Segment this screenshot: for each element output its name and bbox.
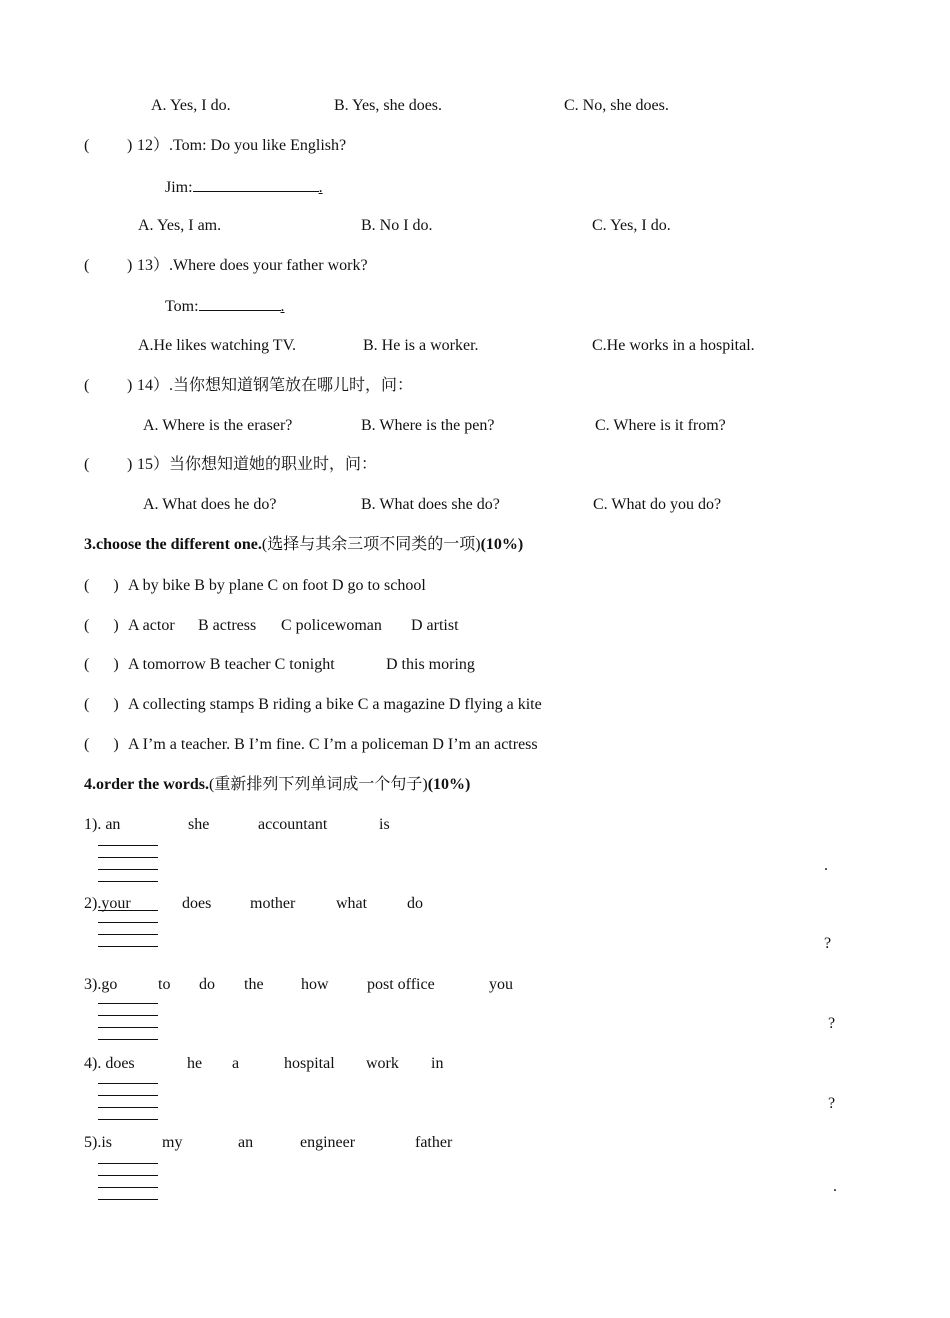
word: 3).go — [84, 976, 118, 993]
heading-cn: (选择与其余三项不同类的一项) — [261, 536, 481, 553]
blank-end: . — [318, 179, 323, 196]
answer-blank — [193, 177, 319, 192]
answer-paren: ( ) — [84, 577, 119, 594]
speaker-name: Jim: — [165, 179, 193, 196]
choice-abc: A tomorrow B teacher C tonight — [128, 656, 335, 673]
answer-line — [98, 1095, 158, 1096]
answer-paren-close: ) — [127, 456, 133, 473]
answer-line — [98, 845, 158, 846]
speaker-name: Tom: — [165, 298, 199, 315]
answer-paren: ( ) — [84, 617, 119, 634]
speaker-label — [165, 296, 285, 317]
end-punctuation: . — [824, 857, 828, 874]
option-a: A. What does he do? — [143, 496, 277, 513]
answer-line — [98, 1027, 158, 1028]
word: father — [415, 1134, 453, 1151]
option-a: A.He likes watching TV. — [138, 337, 297, 354]
answer-line — [98, 857, 158, 858]
option-b: B. He is a worker. — [363, 337, 479, 354]
section-heading — [84, 775, 470, 795]
question-stem: 12）.Tom: Do you like English? — [137, 137, 347, 154]
answer-line — [98, 1119, 158, 1120]
heading-score: (10%) — [427, 776, 471, 793]
word: mother — [250, 895, 296, 912]
choice-b: B actress — [198, 617, 257, 634]
end-punctuation: ? — [828, 1095, 836, 1112]
end-punctuation: . — [833, 1178, 837, 1195]
blank-end: . — [280, 298, 285, 315]
answer-line — [98, 881, 158, 882]
word: engineer — [300, 1134, 356, 1151]
word: what — [336, 895, 368, 912]
word: do — [407, 895, 423, 912]
heading-en: 4.order the words. — [84, 776, 210, 793]
word: is — [379, 816, 390, 833]
word: 1). an — [84, 816, 121, 833]
answer-line — [98, 1039, 158, 1040]
word: my — [162, 1134, 183, 1151]
word: he — [187, 1055, 203, 1072]
word: to — [158, 976, 171, 993]
word: does — [182, 895, 212, 912]
answer-paren: ( ) — [84, 696, 119, 713]
answer-line — [98, 1163, 158, 1164]
option-b: B. No I do. — [361, 217, 433, 234]
answer-paren-open: ( — [84, 377, 90, 394]
option-c: C. Yes, I do. — [592, 217, 671, 234]
word: work — [366, 1055, 399, 1072]
word: do — [199, 976, 215, 993]
word: post office — [367, 976, 435, 993]
option-a: A. Where is the eraser? — [143, 417, 293, 434]
word: you — [489, 976, 513, 993]
answer-line — [98, 1107, 158, 1108]
word: accountant — [258, 816, 328, 833]
end-punctuation: ? — [824, 935, 832, 952]
answer-paren: ( ) — [84, 656, 119, 673]
speaker-label — [165, 177, 323, 198]
choice-a: A actor — [128, 617, 175, 634]
word: 4). does — [84, 1055, 135, 1072]
question-stem: 15）当你想知道她的职业时，问： — [137, 456, 378, 473]
section-heading — [84, 535, 523, 555]
question-stem: 14）.当你想知道钢笔放在哪儿时，问： — [137, 377, 414, 394]
answer-paren: ( ) — [84, 736, 119, 753]
word: 5).is — [84, 1134, 112, 1151]
answer-line — [98, 1175, 158, 1176]
choice-row: A collecting stamps B riding a bike C a magazine D flying a kite — [128, 696, 542, 713]
option-b: B. What does she do? — [361, 496, 500, 513]
answer-paren-close: ) — [127, 137, 133, 154]
question-stem: 13）.Where does your father work? — [137, 257, 368, 274]
option-c: C. No, she does. — [564, 97, 669, 114]
heading-en: 3.choose the different one. — [84, 536, 262, 553]
answer-line — [98, 1199, 158, 1200]
answer-line — [98, 1083, 158, 1084]
end-punctuation: ? — [828, 1015, 836, 1032]
choice-d: D this moring — [386, 656, 475, 673]
option-a: A. Yes, I am. — [138, 217, 222, 234]
option-c: C.He works in a hospital. — [592, 337, 755, 354]
answer-paren-open: ( — [84, 257, 90, 274]
heading-cn: (重新排列下列单词成一个句子) — [209, 776, 428, 793]
option-b: B. Where is the pen? — [361, 417, 495, 434]
answer-line — [98, 869, 158, 870]
word: 2).your — [84, 895, 131, 912]
answer-paren-close: ) — [127, 257, 133, 274]
choice-row: A I’m a teacher. B I’m fine. C I’m a policeman D I’m an actress — [128, 736, 538, 753]
word: in — [431, 1055, 444, 1072]
answer-paren-open: ( — [84, 137, 90, 154]
word: hospital — [284, 1055, 335, 1072]
option-a: A. Yes, I do. — [151, 97, 231, 114]
word: an — [238, 1134, 254, 1151]
choice-d: D artist — [411, 617, 459, 634]
answer-line — [98, 910, 158, 911]
answer-blank — [199, 296, 281, 311]
answer-paren-close: ) — [127, 377, 133, 394]
option-c: C. What do you do? — [593, 496, 722, 513]
option-b: B. Yes, she does. — [334, 97, 443, 114]
choice-c: C policewoman — [281, 617, 382, 634]
heading-score: (10%) — [480, 536, 524, 553]
answer-line — [98, 934, 158, 935]
answer-line — [98, 1187, 158, 1188]
word: a — [232, 1055, 240, 1072]
word: she — [188, 816, 210, 833]
option-c: C. Where is it from? — [595, 417, 726, 434]
answer-line — [98, 946, 158, 947]
answer-line — [98, 1003, 158, 1004]
answer-line — [98, 1015, 158, 1016]
word: the — [244, 976, 264, 993]
answer-paren-open: ( — [84, 456, 90, 473]
answer-line — [98, 922, 158, 923]
choice-row: A by bike B by plane C on foot D go to school — [128, 577, 426, 594]
word: how — [301, 976, 329, 993]
